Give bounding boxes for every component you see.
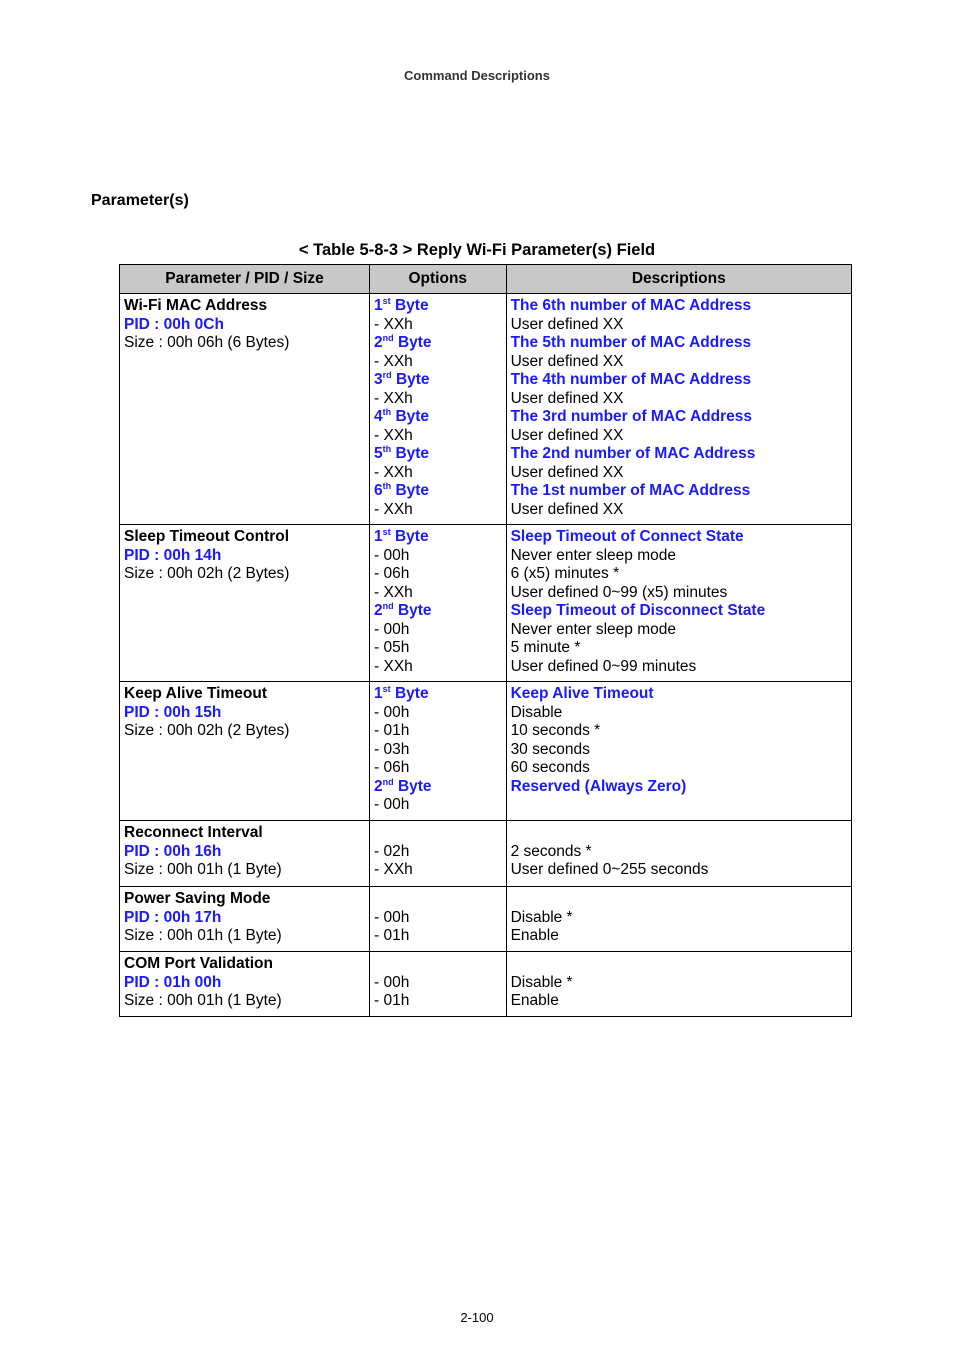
- parameter-cell: [120, 682, 370, 821]
- parameter-pid: PID : 01h 00h: [124, 973, 222, 991]
- option-value: - 00h: [374, 973, 410, 991]
- byte-label: 1st Byte: [374, 527, 429, 545]
- description-value: User defined 0~99 minutes: [510, 657, 697, 675]
- table-row: [120, 887, 852, 952]
- parameter-cell: [120, 294, 370, 525]
- byte-label: 6th Byte: [374, 481, 430, 499]
- description-value: 30 seconds: [510, 740, 590, 758]
- description-value: Never enter sleep mode: [510, 620, 676, 638]
- description-value: User defined XX: [510, 315, 624, 333]
- description-value: Disable: [510, 703, 563, 721]
- parameter-cell: [120, 821, 370, 887]
- description-value: Enable: [510, 927, 559, 944]
- byte-label: 1st Byte: [374, 684, 429, 702]
- description-heading: The 2nd number of MAC Address: [510, 445, 756, 462]
- description-value: Disable *: [510, 973, 573, 991]
- options-cell: [370, 821, 507, 887]
- table-row: [120, 525, 852, 682]
- option-value: - XXh: [374, 426, 413, 444]
- options-cell: [370, 887, 507, 952]
- option-value: - 00h: [374, 703, 410, 721]
- option-value: - XXh: [374, 500, 413, 518]
- page-header: Command Descriptions: [404, 68, 550, 83]
- parameter-cell: [120, 887, 370, 952]
- parameter-pid: PID : 00h 17h: [124, 908, 222, 926]
- descriptions-cell: [506, 682, 851, 821]
- option-value: - 01h: [374, 992, 410, 1009]
- option-value: - 00h: [374, 620, 410, 638]
- descriptions-cell: [506, 887, 851, 952]
- table-caption: < Table 5-8-3 > Reply Wi-Fi Parameter(s) Field: [298, 241, 656, 259]
- parameter-size: Size : 00h 06h (6 Bytes): [124, 334, 290, 351]
- description-value: 60 seconds: [510, 759, 590, 776]
- parameter-size: Size : 00h 02h (2 Bytes): [124, 722, 290, 739]
- parameter-pid: PID : 00h 16h: [124, 842, 222, 860]
- option-value: - 01h: [374, 722, 410, 739]
- option-value: - 00h: [374, 796, 410, 813]
- byte-label: 2nd Byte: [374, 601, 432, 619]
- options-cell: [370, 952, 507, 1017]
- description-heading: The 3rd number of MAC Address: [510, 408, 752, 425]
- description-value: Never enter sleep mode: [510, 546, 676, 564]
- byte-label: 3rd Byte: [374, 370, 430, 388]
- option-value: - 05h: [374, 639, 410, 656]
- option-value: - 00h: [374, 908, 410, 926]
- parameter-size: Size : 00h 01h (1 Byte): [124, 927, 282, 944]
- option-value: - 03h: [374, 740, 410, 758]
- parameter-name: COM Port Validation: [124, 955, 273, 972]
- column-header: Options: [370, 265, 507, 294]
- options-cell: [370, 525, 507, 682]
- descriptions-cell: [506, 525, 851, 682]
- option-value: - 00h: [374, 546, 410, 564]
- byte-label: 5th Byte: [374, 444, 430, 462]
- column-header: Descriptions: [506, 265, 851, 294]
- option-value: - XXh: [374, 463, 413, 481]
- description-heading: Reserved (Always Zero): [510, 777, 687, 795]
- parameter-pid: PID : 00h 14h: [124, 546, 222, 564]
- description-value: 6 (x5) minutes *: [510, 565, 620, 582]
- description-value: 5 minute *: [510, 639, 581, 656]
- parameter-table: [119, 264, 852, 1017]
- table-row: [120, 294, 852, 525]
- descriptions-cell: [506, 821, 851, 887]
- byte-label: 2nd Byte: [374, 333, 432, 351]
- options-cell: [370, 294, 507, 525]
- descriptions-cell: [506, 952, 851, 1017]
- description-value: Disable *: [510, 908, 573, 926]
- description-value: User defined XX: [510, 352, 624, 370]
- option-value: - XXh: [374, 583, 413, 601]
- description-heading: Keep Alive Timeout: [510, 685, 654, 702]
- option-value: - XXh: [374, 861, 413, 878]
- description-value: User defined XX: [510, 426, 624, 444]
- option-value: - XXh: [374, 315, 413, 333]
- options-cell: [370, 682, 507, 821]
- parameter-name: Keep Alive Timeout: [124, 685, 267, 702]
- option-value: - XXh: [374, 657, 413, 675]
- byte-label: 2nd Byte: [374, 776, 432, 795]
- parameter-size: Size : 00h 01h (1 Byte): [124, 861, 282, 878]
- description-value: 2 seconds *: [510, 842, 592, 860]
- description-value: Enable: [510, 992, 559, 1009]
- parameter-cell: [120, 525, 370, 682]
- parameter-name: Sleep Timeout Control: [124, 528, 290, 545]
- parameter-pid: PID : 00h 0Ch: [124, 315, 224, 333]
- description-value: User defined 0~255 seconds: [510, 861, 709, 878]
- table-row: [120, 952, 852, 1017]
- description-value: User defined XX: [510, 463, 624, 481]
- byte-label: 1st Byte: [374, 296, 429, 314]
- byte-label: 4th Byte: [374, 407, 430, 425]
- option-value: - XXh: [374, 352, 413, 370]
- parameter-size: Size : 00h 01h (1 Byte): [124, 992, 282, 1009]
- parameter-name: Power Saving Mode: [124, 890, 271, 907]
- description-heading: The 4th number of MAC Address: [510, 371, 752, 388]
- description-value: User defined XX: [510, 500, 624, 518]
- description-value: User defined XX: [510, 389, 624, 407]
- page-number: 2-100: [460, 1310, 494, 1325]
- description-heading: The 1st number of MAC Address: [510, 482, 751, 499]
- option-value: - 02h: [374, 842, 410, 860]
- column-header: Parameter / PID / Size: [120, 265, 370, 294]
- parameter-size: Size : 00h 02h (2 Bytes): [124, 565, 290, 582]
- parameter-cell: [120, 952, 370, 1017]
- description-heading: Sleep Timeout of Connect State: [510, 528, 744, 545]
- description-heading: The 5th number of MAC Address: [510, 334, 752, 351]
- parameter-pid: PID : 00h 15h: [124, 703, 222, 721]
- parameter-name: Wi-Fi MAC Address: [124, 297, 268, 314]
- option-value: - 01h: [374, 927, 410, 944]
- section-title: Parameter(s): [91, 192, 189, 209]
- option-value: - 06h: [374, 565, 410, 582]
- descriptions-cell: [506, 294, 851, 525]
- table-header-row: [120, 265, 852, 294]
- table-row: [120, 821, 852, 887]
- description-heading: The 6th number of MAC Address: [510, 297, 752, 314]
- option-value: - XXh: [374, 389, 413, 407]
- description-value: 10 seconds *: [510, 722, 601, 739]
- description-value: User defined 0~99 (x5) minutes: [510, 583, 728, 601]
- description-heading: Sleep Timeout of Disconnect State: [510, 602, 766, 619]
- table-row: [120, 682, 852, 821]
- option-value: - 06h: [374, 759, 410, 776]
- parameter-name: Reconnect Interval: [124, 824, 263, 841]
